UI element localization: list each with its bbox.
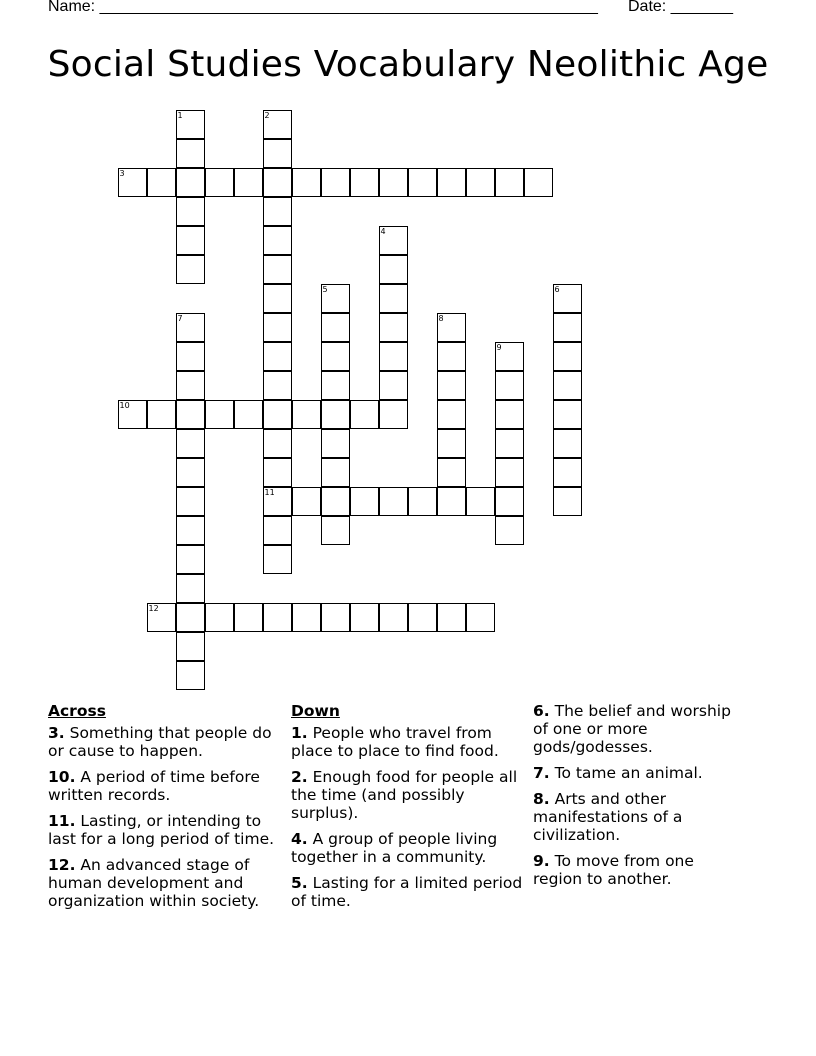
grid-cell[interactable] — [379, 284, 408, 313]
across-heading: Across — [48, 702, 106, 720]
clue-number: 5 — [322, 284, 328, 294]
grid-cell[interactable] — [379, 226, 408, 255]
grid-cell[interactable] — [350, 603, 379, 632]
clue-number: 11 — [264, 487, 275, 497]
grid-cell[interactable] — [263, 139, 292, 168]
grid-cell[interactable] — [263, 487, 292, 516]
grid-cell[interactable] — [437, 603, 466, 632]
grid-cell[interactable] — [321, 400, 350, 429]
grid-cell[interactable] — [118, 168, 147, 197]
clue-number: 7 — [177, 313, 183, 323]
grid-cell[interactable] — [176, 110, 205, 139]
clue-item — [291, 830, 527, 866]
grid-cell[interactable] — [321, 284, 350, 313]
grid-cell[interactable] — [321, 487, 350, 516]
grid-cell[interactable] — [553, 284, 582, 313]
grid-cell[interactable] — [495, 429, 524, 458]
grid-cell[interactable] — [263, 545, 292, 574]
date-field-label[interactable]: Date: _______ — [628, 0, 733, 15]
grid-cell[interactable] — [379, 487, 408, 516]
grid-cell[interactable] — [379, 400, 408, 429]
grid-cell[interactable] — [379, 255, 408, 284]
grid-cell[interactable] — [553, 371, 582, 400]
grid-cell[interactable] — [176, 197, 205, 226]
grid-cell[interactable] — [263, 226, 292, 255]
clue-item — [291, 724, 527, 760]
grid-cell[interactable] — [176, 603, 205, 632]
clue-number: 8 — [438, 313, 444, 323]
grid-cell[interactable] — [350, 400, 379, 429]
grid-cell[interactable] — [263, 110, 292, 139]
grid-cell[interactable] — [495, 458, 524, 487]
grid-cell[interactable] — [437, 168, 466, 197]
clue-number: 12 — [148, 603, 159, 613]
page-title: Social Studies Vocabulary Neolithic Age — [47, 44, 769, 85]
clue-item-text: An advanced stage of human development and organization within society. — [48, 856, 260, 910]
grid-cell[interactable] — [350, 487, 379, 516]
grid-cell[interactable] — [263, 371, 292, 400]
grid-cell[interactable] — [205, 168, 234, 197]
grid-cell[interactable] — [147, 603, 176, 632]
grid-cell[interactable] — [234, 400, 263, 429]
grid-cell[interactable] — [321, 458, 350, 487]
grid-cell[interactable] — [176, 400, 205, 429]
clue-number: 4 — [380, 226, 386, 236]
grid-cell[interactable] — [176, 574, 205, 603]
grid-cell[interactable] — [292, 487, 321, 516]
clue-item-number: 7. — [533, 764, 550, 782]
clue-item — [533, 764, 743, 782]
grid-cell[interactable] — [263, 313, 292, 342]
grid-cell[interactable] — [234, 168, 263, 197]
clue-item-number: 8. — [533, 790, 550, 808]
grid-cell[interactable] — [176, 429, 205, 458]
grid-cell[interactable] — [553, 400, 582, 429]
grid-cell[interactable] — [321, 342, 350, 371]
grid-cell[interactable] — [176, 371, 205, 400]
grid-cell[interactable] — [379, 371, 408, 400]
grid-cell[interactable] — [408, 487, 437, 516]
clue-item-number: 11. — [48, 812, 76, 830]
grid-cell[interactable] — [292, 603, 321, 632]
grid-cell[interactable] — [437, 313, 466, 342]
grid-cell[interactable] — [176, 342, 205, 371]
grid-cell[interactable] — [147, 400, 176, 429]
clue-number: 6 — [554, 284, 560, 294]
grid-cell[interactable] — [321, 603, 350, 632]
grid-cell[interactable] — [263, 516, 292, 545]
grid-cell[interactable] — [176, 255, 205, 284]
grid-cell[interactable] — [263, 429, 292, 458]
clue-item-number: 5. — [291, 874, 308, 892]
grid-cell[interactable] — [321, 516, 350, 545]
clue-item-text: Enough food for people all the time (and possibly surplus). — [291, 768, 518, 822]
grid-cell[interactable] — [292, 400, 321, 429]
grid-cell[interactable] — [176, 313, 205, 342]
grid-cell[interactable] — [263, 458, 292, 487]
grid-cell[interactable] — [205, 603, 234, 632]
clue-item — [533, 702, 743, 756]
name-field-label[interactable]: Name: ________________________________________________________ — [48, 0, 598, 15]
grid-cell[interactable] — [495, 342, 524, 371]
grid-cell[interactable] — [437, 458, 466, 487]
grid-cell[interactable] — [176, 516, 205, 545]
clue-item-text: To tame an animal. — [549, 764, 703, 782]
clue-item — [48, 856, 284, 910]
down-continued-column — [533, 702, 743, 896]
grid-cell[interactable] — [437, 487, 466, 516]
grid-cell[interactable] — [321, 313, 350, 342]
clue-number: 3 — [119, 168, 125, 178]
clue-item — [48, 768, 284, 804]
grid-cell[interactable] — [321, 371, 350, 400]
grid-cell[interactable] — [321, 168, 350, 197]
grid-cell[interactable] — [263, 255, 292, 284]
clue-item-number: 1. — [291, 724, 308, 742]
grid-cell[interactable] — [350, 168, 379, 197]
grid-cell[interactable] — [553, 429, 582, 458]
clue-item-text: Something that people do or cause to happen. — [48, 724, 272, 760]
clue-number: 10 — [119, 400, 130, 410]
clue-item-number: 3. — [48, 724, 65, 742]
grid-cell[interactable] — [263, 603, 292, 632]
down-heading: Down — [291, 702, 340, 720]
grid-cell[interactable] — [553, 313, 582, 342]
clue-item — [291, 874, 527, 910]
clue-item — [291, 768, 527, 822]
grid-cell[interactable] — [495, 168, 524, 197]
clue-item-text: To move from one region to another. — [533, 852, 694, 888]
grid-cell[interactable] — [176, 487, 205, 516]
clue-item-number: 9. — [533, 852, 550, 870]
grid-cell[interactable] — [495, 516, 524, 545]
grid-cell[interactable] — [495, 487, 524, 516]
clue-item — [48, 724, 284, 760]
grid-cell[interactable] — [176, 661, 205, 690]
grid-cell[interactable] — [553, 487, 582, 516]
clue-number: 9 — [496, 342, 502, 352]
grid-cell[interactable] — [524, 168, 553, 197]
clue-item-number: 12. — [48, 856, 76, 874]
clue-item-text: The belief and worship of one or more gods/godesses. — [533, 702, 731, 756]
clue-item-number: 10. — [48, 768, 76, 786]
clue-item-number: 2. — [291, 768, 308, 786]
grid-cell[interactable] — [495, 371, 524, 400]
clue-item-number: 6. — [533, 702, 550, 720]
clue-item-text: A group of people living together in a community. — [291, 830, 498, 866]
clue-item-text: Arts and other manifestations of a civilization. — [533, 790, 683, 844]
grid-cell[interactable] — [495, 400, 524, 429]
grid-cell[interactable] — [176, 458, 205, 487]
grid-cell[interactable] — [263, 197, 292, 226]
clue-item — [48, 812, 284, 848]
grid-cell[interactable] — [437, 400, 466, 429]
grid-cell[interactable] — [205, 400, 234, 429]
across-column — [48, 702, 284, 918]
clue-item — [533, 790, 743, 844]
clue-item — [533, 852, 743, 888]
grid-cell[interactable] — [263, 168, 292, 197]
grid-cell[interactable] — [176, 168, 205, 197]
clue-item-text: People who travel from place to place to find food. — [291, 724, 499, 760]
grid-cell[interactable] — [437, 429, 466, 458]
grid-cell[interactable] — [176, 139, 205, 168]
grid-cell[interactable] — [466, 487, 495, 516]
grid-cell[interactable] — [176, 545, 205, 574]
down-column — [291, 702, 527, 918]
grid-cell[interactable] — [263, 284, 292, 313]
grid-cell[interactable] — [176, 226, 205, 255]
grid-cell[interactable] — [437, 342, 466, 371]
grid-cell[interactable] — [553, 342, 582, 371]
grid-cell[interactable] — [466, 603, 495, 632]
grid-cell[interactable] — [176, 632, 205, 661]
grid-cell[interactable] — [234, 603, 263, 632]
grid-cell[interactable] — [408, 603, 437, 632]
grid-cell[interactable] — [466, 168, 495, 197]
grid-cell[interactable] — [379, 313, 408, 342]
grid-cell[interactable] — [263, 342, 292, 371]
grid-cell[interactable] — [379, 342, 408, 371]
grid-cell[interactable] — [263, 400, 292, 429]
grid-cell[interactable] — [379, 603, 408, 632]
grid-cell[interactable] — [553, 458, 582, 487]
grid-cell[interactable] — [321, 429, 350, 458]
grid-cell[interactable] — [408, 168, 437, 197]
grid-cell[interactable] — [118, 400, 147, 429]
clue-item-text: Lasting for a limited period of time. — [291, 874, 523, 910]
grid-cell[interactable] — [379, 168, 408, 197]
clue-item-number: 4. — [291, 830, 308, 848]
clue-item-text: Lasting, or intending to last for a long period of time. — [48, 812, 275, 848]
grid-cell[interactable] — [292, 168, 321, 197]
grid-cell[interactable] — [147, 168, 176, 197]
clue-number: 1 — [177, 110, 183, 120]
grid-cell[interactable] — [437, 371, 466, 400]
clue-item-text: A period of time before written records. — [48, 768, 260, 804]
clue-number: 2 — [264, 110, 270, 120]
